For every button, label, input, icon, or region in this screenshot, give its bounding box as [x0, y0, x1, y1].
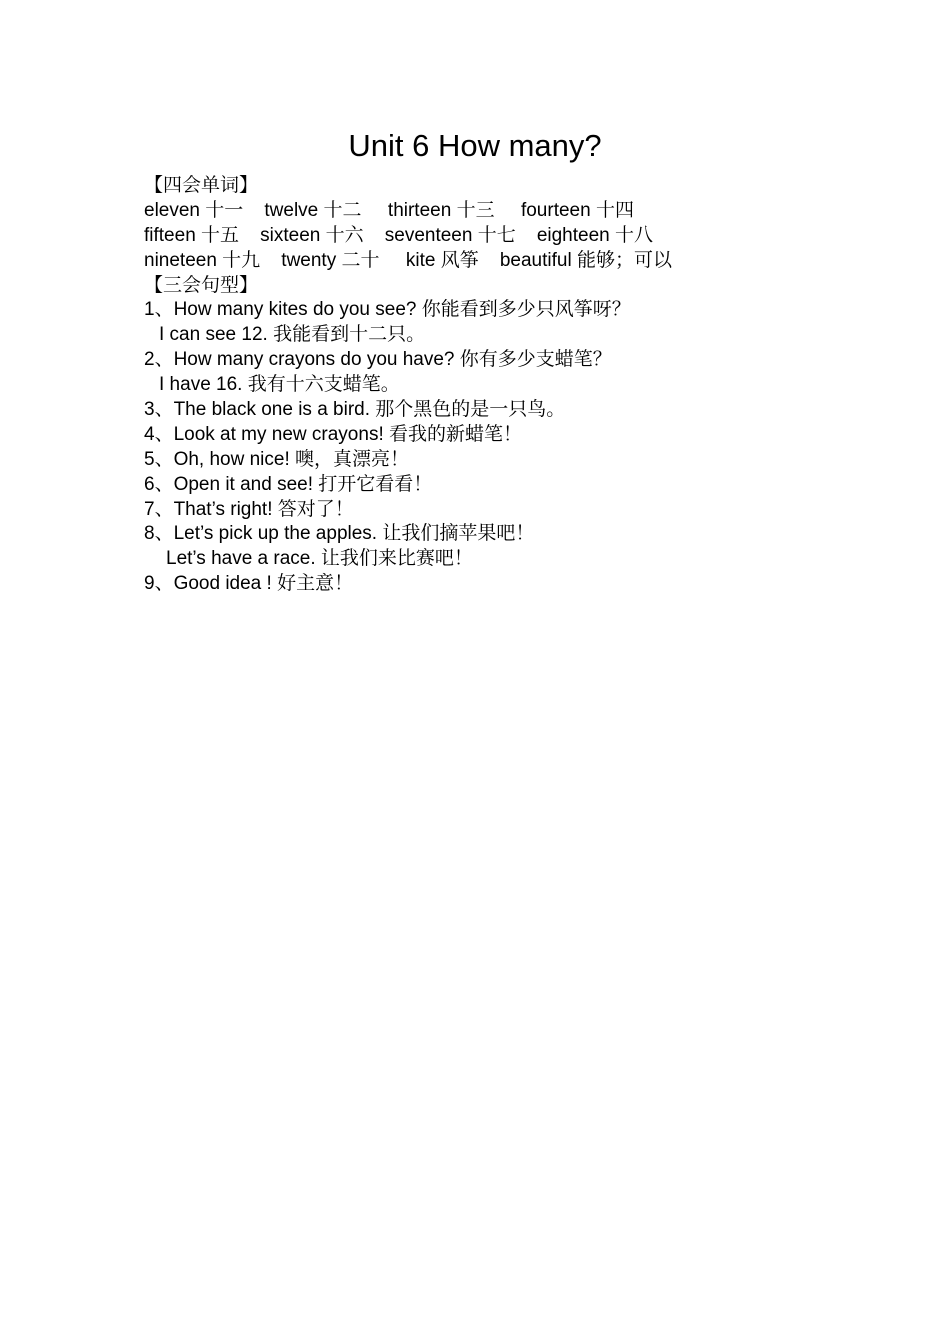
vocab-heading: 【四会单词】 — [144, 175, 259, 196]
sentence-line: 8、Let’s pick up the apples. 让我们摘苹果吧！ — [144, 523, 535, 545]
sentence-line: 3、The black one is a bird. 那个黑色的是一只鸟。 — [144, 399, 566, 421]
sentence-line: 7、That’s right! 答对了！ — [144, 498, 354, 520]
sentence-line: 4、Look at my new crayons! 看我的新蜡笔！ — [144, 423, 522, 445]
sentence-answer-line: I have 16. 我有十六支蜡笔。 — [159, 374, 400, 396]
sentence-line: 5、Oh, how nice! 噢，真漂亮！ — [144, 448, 410, 470]
sentence-line: 1、How many kites do you see? 你能看到多少只风筝呀？ — [144, 299, 631, 321]
vocab-line: nineteen 十九 twenty 二十 kite 风筝 beautiful 能够；可以 — [144, 249, 672, 271]
sentence-line: 9、Good idea ! 好主意！ — [144, 573, 354, 595]
page-title: Unit 6 How many? — [348, 128, 602, 163]
sentence-line: 6、Open it and see! 打开它看看！ — [144, 473, 433, 495]
sentence-heading: 【三会句型】 — [144, 274, 259, 296]
vocab-line: fifteen 十五 sixteen 十六 seventeen 十七 eighteen 十八 — [144, 224, 654, 246]
sentence-line: 2、How many crayons do you have? 你有多少支蜡笔？ — [144, 349, 612, 371]
vocab-line: eleven 十一 twelve 十二 thirteen 十三 fourteen 十四 — [144, 199, 634, 221]
sentence-answer-line: Let’s have a race. 让我们来比赛吧！ — [166, 548, 473, 570]
sentence-answer-line: I can see 12. 我能看到十二只。 — [159, 324, 426, 346]
document-body — [144, 174, 844, 597]
